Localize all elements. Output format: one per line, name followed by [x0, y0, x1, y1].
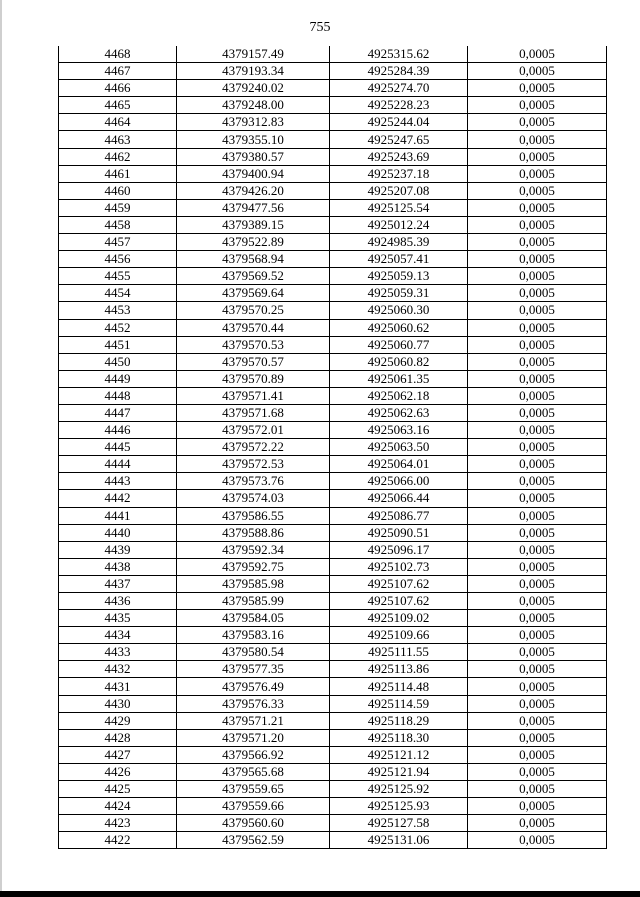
accuracy-cell: 0,0005 [468, 507, 607, 524]
x-coordinate-cell: 4379566.92 [177, 746, 330, 763]
point-number-cell: 4463 [59, 131, 177, 148]
table-row [59, 148, 607, 165]
point-number-cell: 4444 [59, 456, 177, 473]
point-number-cell: 4464 [59, 114, 177, 131]
x-coordinate-cell: 4379570.89 [177, 370, 330, 387]
y-coordinate-cell: 4925125.92 [330, 781, 468, 798]
x-coordinate-cell: 4379592.75 [177, 558, 330, 575]
y-coordinate-cell: 4925062.63 [330, 404, 468, 421]
y-coordinate-cell: 4925060.82 [330, 353, 468, 370]
table-row [59, 490, 607, 507]
point-number-cell: 4437 [59, 575, 177, 592]
y-coordinate-cell: 4925118.29 [330, 712, 468, 729]
table-row [59, 524, 607, 541]
x-coordinate-cell: 4379570.57 [177, 353, 330, 370]
table-row [59, 763, 607, 780]
accuracy-cell: 0,0005 [468, 216, 607, 233]
accuracy-cell: 0,0005 [468, 558, 607, 575]
table-row [59, 63, 607, 80]
y-coordinate-cell: 4925012.24 [330, 216, 468, 233]
y-coordinate-cell: 4925059.31 [330, 285, 468, 302]
x-coordinate-cell: 4379592.34 [177, 541, 330, 558]
x-coordinate-cell: 4379574.03 [177, 490, 330, 507]
table-row [59, 456, 607, 473]
x-coordinate-cell: 4379380.57 [177, 148, 330, 165]
x-coordinate-cell: 4379569.64 [177, 285, 330, 302]
y-coordinate-cell: 4925125.93 [330, 798, 468, 815]
y-coordinate-cell: 4925066.44 [330, 490, 468, 507]
accuracy-cell: 0,0005 [468, 46, 607, 63]
accuracy-cell: 0,0005 [468, 695, 607, 712]
accuracy-cell: 0,0005 [468, 644, 607, 661]
x-coordinate-cell: 4379565.68 [177, 763, 330, 780]
x-coordinate-cell: 4379562.59 [177, 832, 330, 849]
point-number-cell: 4459 [59, 199, 177, 216]
x-coordinate-cell: 4379248.00 [177, 97, 330, 114]
table-row [59, 199, 607, 216]
x-coordinate-cell: 4379240.02 [177, 80, 330, 97]
accuracy-cell: 0,0005 [468, 131, 607, 148]
table-row [59, 575, 607, 592]
table-row [59, 114, 607, 131]
x-coordinate-cell: 4379559.65 [177, 781, 330, 798]
point-number-cell: 4433 [59, 644, 177, 661]
table-row [59, 746, 607, 763]
y-coordinate-cell: 4925060.30 [330, 302, 468, 319]
point-number-cell: 4442 [59, 490, 177, 507]
table-row [59, 678, 607, 695]
table-row [59, 302, 607, 319]
point-number-cell: 4445 [59, 439, 177, 456]
x-coordinate-cell: 4379570.44 [177, 319, 330, 336]
x-coordinate-cell: 4379568.94 [177, 251, 330, 268]
point-number-cell: 4443 [59, 473, 177, 490]
accuracy-cell: 0,0005 [468, 490, 607, 507]
table-row [59, 610, 607, 627]
table-row [59, 285, 607, 302]
y-coordinate-cell: 4925228.23 [330, 97, 468, 114]
point-number-cell: 4458 [59, 216, 177, 233]
x-coordinate-cell: 4379576.49 [177, 678, 330, 695]
x-coordinate-cell: 4379588.86 [177, 524, 330, 541]
point-number-cell: 4439 [59, 541, 177, 558]
x-coordinate-cell: 4379157.49 [177, 46, 330, 63]
accuracy-cell: 0,0005 [468, 541, 607, 558]
x-coordinate-cell: 4379576.33 [177, 695, 330, 712]
point-number-cell: 4450 [59, 353, 177, 370]
x-coordinate-cell: 4379573.76 [177, 473, 330, 490]
table-row [59, 319, 607, 336]
y-coordinate-cell: 4925107.62 [330, 575, 468, 592]
x-coordinate-cell: 4379572.01 [177, 422, 330, 439]
y-coordinate-cell: 4925062.18 [330, 387, 468, 404]
table-row [59, 661, 607, 678]
accuracy-cell: 0,0005 [468, 80, 607, 97]
x-coordinate-cell: 4379400.94 [177, 165, 330, 182]
x-coordinate-cell: 4379389.15 [177, 216, 330, 233]
x-coordinate-cell: 4379569.52 [177, 268, 330, 285]
y-coordinate-cell: 4925121.12 [330, 746, 468, 763]
accuracy-cell: 0,0005 [468, 763, 607, 780]
scan-bottom-edge [0, 891, 640, 897]
y-coordinate-cell: 4925063.16 [330, 422, 468, 439]
accuracy-cell: 0,0005 [468, 353, 607, 370]
point-number-cell: 4431 [59, 678, 177, 695]
table-row [59, 353, 607, 370]
point-number-cell: 4466 [59, 80, 177, 97]
table-row [59, 439, 607, 456]
point-number-cell: 4462 [59, 148, 177, 165]
y-coordinate-cell: 4925113.86 [330, 661, 468, 678]
y-coordinate-cell: 4925284.39 [330, 63, 468, 80]
table-row [59, 644, 607, 661]
point-number-cell: 4467 [59, 63, 177, 80]
table-row [59, 712, 607, 729]
point-number-cell: 4452 [59, 319, 177, 336]
point-number-cell: 4460 [59, 182, 177, 199]
y-coordinate-cell: 4925125.54 [330, 199, 468, 216]
page-number: 755 [309, 20, 331, 35]
table-row [59, 593, 607, 610]
table-row [59, 370, 607, 387]
point-number-cell: 4422 [59, 832, 177, 849]
accuracy-cell: 0,0005 [468, 387, 607, 404]
point-number-cell: 4465 [59, 97, 177, 114]
table-row [59, 80, 607, 97]
accuracy-cell: 0,0005 [468, 165, 607, 182]
x-coordinate-cell: 4379522.89 [177, 234, 330, 251]
table-row [59, 798, 607, 815]
point-number-cell: 4461 [59, 165, 177, 182]
y-coordinate-cell: 4925107.62 [330, 593, 468, 610]
accuracy-cell: 0,0005 [468, 627, 607, 644]
accuracy-cell: 0,0005 [468, 456, 607, 473]
y-coordinate-cell: 4925243.69 [330, 148, 468, 165]
x-coordinate-cell: 4379583.16 [177, 627, 330, 644]
y-coordinate-cell: 4925066.00 [330, 473, 468, 490]
table-row [59, 268, 607, 285]
y-coordinate-cell: 4925109.66 [330, 627, 468, 644]
y-coordinate-cell: 4925131.06 [330, 832, 468, 849]
point-number-cell: 4434 [59, 627, 177, 644]
x-coordinate-cell: 4379193.34 [177, 63, 330, 80]
table-row [59, 216, 607, 233]
table-row [59, 781, 607, 798]
x-coordinate-cell: 4379572.53 [177, 456, 330, 473]
table-row [59, 541, 607, 558]
point-number-cell: 4448 [59, 387, 177, 404]
y-coordinate-cell: 4925102.73 [330, 558, 468, 575]
table-row [59, 627, 607, 644]
y-coordinate-cell: 4925247.65 [330, 131, 468, 148]
table-row [59, 832, 607, 849]
x-coordinate-cell: 4379585.98 [177, 575, 330, 592]
accuracy-cell: 0,0005 [468, 234, 607, 251]
y-coordinate-cell: 4925096.17 [330, 541, 468, 558]
accuracy-cell: 0,0005 [468, 661, 607, 678]
table-row [59, 815, 607, 832]
accuracy-cell: 0,0005 [468, 781, 607, 798]
accuracy-cell: 0,0005 [468, 593, 607, 610]
point-number-cell: 4428 [59, 729, 177, 746]
accuracy-cell: 0,0005 [468, 302, 607, 319]
x-coordinate-cell: 4379477.56 [177, 199, 330, 216]
y-coordinate-cell: 4925315.62 [330, 46, 468, 63]
point-number-cell: 4432 [59, 661, 177, 678]
x-coordinate-cell: 4379580.54 [177, 644, 330, 661]
point-number-cell: 4453 [59, 302, 177, 319]
accuracy-cell: 0,0005 [468, 285, 607, 302]
x-coordinate-cell: 4379312.83 [177, 114, 330, 131]
accuracy-cell: 0,0005 [468, 148, 607, 165]
y-coordinate-cell: 4925244.04 [330, 114, 468, 131]
y-coordinate-cell: 4925060.77 [330, 336, 468, 353]
point-number-cell: 4427 [59, 746, 177, 763]
y-coordinate-cell: 4925057.41 [330, 251, 468, 268]
accuracy-cell: 0,0005 [468, 370, 607, 387]
accuracy-cell: 0,0005 [468, 815, 607, 832]
table-row [59, 165, 607, 182]
y-coordinate-cell: 4925237.18 [330, 165, 468, 182]
y-coordinate-cell: 4925118.30 [330, 729, 468, 746]
y-coordinate-cell: 4925061.35 [330, 370, 468, 387]
x-coordinate-cell: 4379571.68 [177, 404, 330, 421]
accuracy-cell: 0,0005 [468, 114, 607, 131]
y-coordinate-cell: 4925114.59 [330, 695, 468, 712]
table-row [59, 131, 607, 148]
y-coordinate-cell: 4925207.08 [330, 182, 468, 199]
y-coordinate-cell: 4925127.58 [330, 815, 468, 832]
table-row [59, 251, 607, 268]
point-number-cell: 4436 [59, 593, 177, 610]
accuracy-cell: 0,0005 [468, 832, 607, 849]
x-coordinate-cell: 4379585.99 [177, 593, 330, 610]
y-coordinate-cell: 4925114.48 [330, 678, 468, 695]
table-row [59, 182, 607, 199]
x-coordinate-cell: 4379571.20 [177, 729, 330, 746]
accuracy-cell: 0,0005 [468, 268, 607, 285]
table-row [59, 234, 607, 251]
accuracy-cell: 0,0005 [468, 319, 607, 336]
y-coordinate-cell: 4925059.13 [330, 268, 468, 285]
point-number-cell: 4435 [59, 610, 177, 627]
accuracy-cell: 0,0005 [468, 199, 607, 216]
table-row [59, 473, 607, 490]
accuracy-cell: 0,0005 [468, 712, 607, 729]
point-number-cell: 4438 [59, 558, 177, 575]
accuracy-cell: 0,0005 [468, 610, 607, 627]
point-number-cell: 4426 [59, 763, 177, 780]
accuracy-cell: 0,0005 [468, 746, 607, 763]
x-coordinate-cell: 4379577.35 [177, 661, 330, 678]
point-number-cell: 4424 [59, 798, 177, 815]
point-number-cell: 4451 [59, 336, 177, 353]
accuracy-cell: 0,0005 [468, 182, 607, 199]
y-coordinate-cell: 4925274.70 [330, 80, 468, 97]
point-number-cell: 4468 [59, 46, 177, 63]
x-coordinate-cell: 4379571.21 [177, 712, 330, 729]
x-coordinate-cell: 4379570.25 [177, 302, 330, 319]
table-row [59, 97, 607, 114]
y-coordinate-cell: 4925121.94 [330, 763, 468, 780]
table-row [59, 46, 607, 63]
point-number-cell: 4446 [59, 422, 177, 439]
table-row [59, 507, 607, 524]
y-coordinate-cell: 4925060.62 [330, 319, 468, 336]
y-coordinate-cell: 4925090.51 [330, 524, 468, 541]
point-number-cell: 4449 [59, 370, 177, 387]
x-coordinate-cell: 4379559.66 [177, 798, 330, 815]
y-coordinate-cell: 4925086.77 [330, 507, 468, 524]
x-coordinate-cell: 4379572.22 [177, 439, 330, 456]
coordinate-table-body [59, 46, 607, 849]
y-coordinate-cell: 4924985.39 [330, 234, 468, 251]
x-coordinate-cell: 4379571.41 [177, 387, 330, 404]
y-coordinate-cell: 4925064.01 [330, 456, 468, 473]
point-number-cell: 4425 [59, 781, 177, 798]
table-row [59, 336, 607, 353]
table-row [59, 729, 607, 746]
accuracy-cell: 0,0005 [468, 404, 607, 421]
coordinate-table [58, 46, 607, 849]
table-row [59, 695, 607, 712]
accuracy-cell: 0,0005 [468, 798, 607, 815]
accuracy-cell: 0,0005 [468, 678, 607, 695]
accuracy-cell: 0,0005 [468, 97, 607, 114]
x-coordinate-cell: 4379355.10 [177, 131, 330, 148]
table-row [59, 422, 607, 439]
x-coordinate-cell: 4379560.60 [177, 815, 330, 832]
y-coordinate-cell: 4925111.55 [330, 644, 468, 661]
accuracy-cell: 0,0005 [468, 439, 607, 456]
accuracy-cell: 0,0005 [468, 524, 607, 541]
y-coordinate-cell: 4925109.02 [330, 610, 468, 627]
point-number-cell: 4447 [59, 404, 177, 421]
point-number-cell: 4430 [59, 695, 177, 712]
y-coordinate-cell: 4925063.50 [330, 439, 468, 456]
accuracy-cell: 0,0005 [468, 251, 607, 268]
x-coordinate-cell: 4379586.55 [177, 507, 330, 524]
point-number-cell: 4455 [59, 268, 177, 285]
point-number-cell: 4423 [59, 815, 177, 832]
accuracy-cell: 0,0005 [468, 473, 607, 490]
accuracy-cell: 0,0005 [468, 422, 607, 439]
x-coordinate-cell: 4379426.20 [177, 182, 330, 199]
point-number-cell: 4440 [59, 524, 177, 541]
table-row [59, 558, 607, 575]
scan-edge [0, 0, 2, 897]
accuracy-cell: 0,0005 [468, 336, 607, 353]
table-row [59, 404, 607, 421]
accuracy-cell: 0,0005 [468, 575, 607, 592]
point-number-cell: 4429 [59, 712, 177, 729]
x-coordinate-cell: 4379570.53 [177, 336, 330, 353]
point-number-cell: 4441 [59, 507, 177, 524]
accuracy-cell: 0,0005 [468, 729, 607, 746]
point-number-cell: 4456 [59, 251, 177, 268]
table-row [59, 387, 607, 404]
accuracy-cell: 0,0005 [468, 63, 607, 80]
x-coordinate-cell: 4379584.05 [177, 610, 330, 627]
point-number-cell: 4457 [59, 234, 177, 251]
point-number-cell: 4454 [59, 285, 177, 302]
